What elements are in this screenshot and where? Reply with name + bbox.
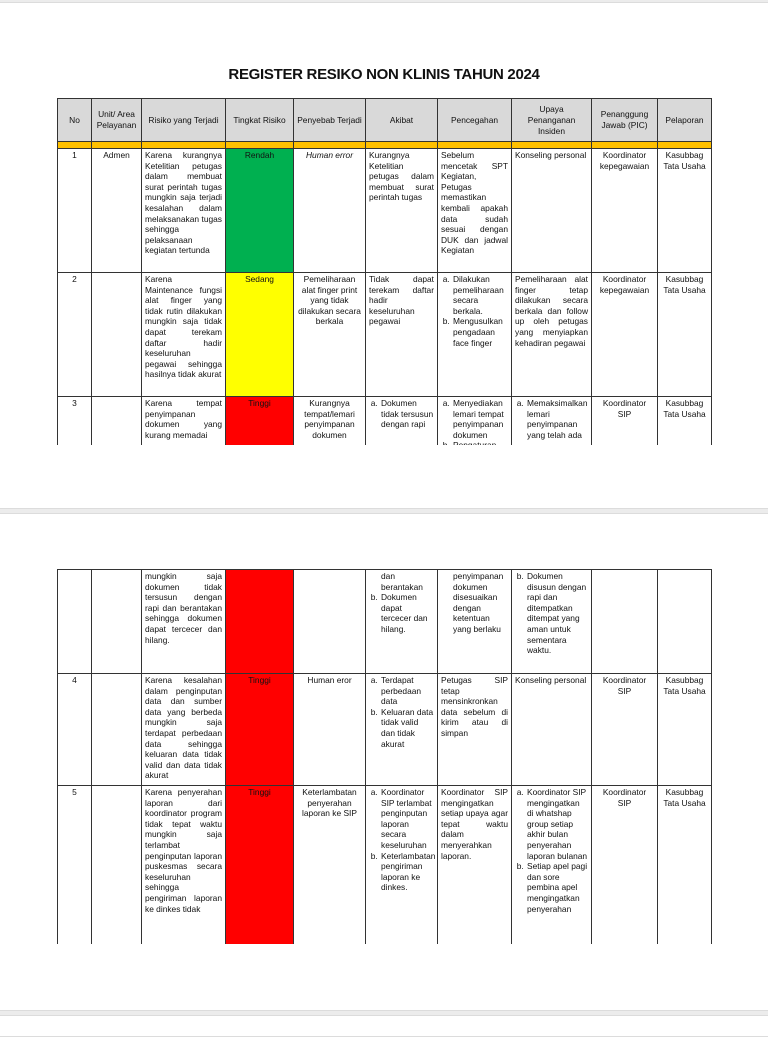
pencegahan-continued: penyimpanan dokumen disesuaikan dengan ketentuan yang berlaku	[453, 571, 504, 634]
akibat-list	[369, 675, 434, 749]
row-pelaporan: Kasubbag Tata Usaha	[658, 674, 712, 786]
row-unit: Admen	[92, 149, 142, 273]
upaya-list	[515, 787, 588, 914]
header-pic: Penanggung Jawab (PIC)	[592, 99, 658, 142]
row-upaya: Konseling personal	[512, 674, 592, 786]
row-no: 1	[58, 149, 92, 273]
row-unit	[92, 570, 142, 674]
header-pelaporan: Pelaporan	[658, 99, 712, 142]
row-penyebab: Human eror	[294, 674, 366, 786]
row-pencegahan	[438, 570, 512, 674]
row-akibat	[366, 786, 438, 946]
list-item: a. Memaksimalkan lemari penyimpanan yang telah ada	[526, 398, 588, 440]
table-header-row	[58, 99, 712, 142]
header-unit: Unit/ Area Pelayanan	[92, 99, 142, 142]
list-item: a. Menyediakan lemari tempat penyimpanan dokumen	[452, 398, 508, 440]
list-item: a. Terdapat perbedaan data	[380, 675, 434, 707]
row-risiko: Karena kurangnya Ketelitian petugas dalam membuat surat perintah tugas mungkin saja terjadi kesalahan dalam melaksanakan tugas sehingga pelaksanaan kegiatan tertunda	[142, 149, 226, 273]
risk-register-table	[57, 98, 712, 457]
table-row	[58, 273, 712, 397]
row-pencegahan: Koordinator SIP mengingatkan setiap upaya agar tepat waktu dalam menyerahkan laporan.	[438, 786, 512, 946]
list-item: b. Dokumen dapat tercecer dan hilang.	[380, 592, 434, 634]
page-bottom-margin	[0, 445, 768, 508]
row-pencegahan: Petugas SIP tetap mensinkronkan data sebelum di kirim atau di simpan	[438, 674, 512, 786]
akibat-list	[369, 787, 434, 893]
header-no: No	[58, 99, 92, 142]
row-no: 4	[58, 674, 92, 786]
risk-level-badge: Tinggi	[226, 674, 294, 786]
row-penyebab: Human error	[294, 149, 366, 273]
row-upaya: Pemeliharaan alat finger tetap dilakukan secara berkala dan follow up oleh petugas yang menyiapkan kehadiran pegawai	[512, 273, 592, 397]
pencegahan-list	[441, 398, 508, 451]
header-upaya: Upaya Penanganan Insiden	[512, 99, 592, 142]
upaya-list	[515, 571, 588, 656]
row-pelaporan: Kasubbag Tata Usaha	[658, 149, 712, 273]
header-penyebab: Penyebab Terjadi	[294, 99, 366, 142]
akibat-list	[369, 592, 434, 634]
pencegahan-list	[441, 274, 508, 348]
row-pic: Koordinator SIP	[592, 786, 658, 946]
list-item: a. Dilakukan pemeliharaan secara berkala.	[452, 274, 508, 316]
row-penyebab	[294, 570, 366, 674]
document-page-3	[0, 1015, 768, 1037]
header-risiko: Risiko yang Terjadi	[142, 99, 226, 142]
document-page-1	[0, 2, 768, 509]
row-pic: Koordinator kepegawaian	[592, 149, 658, 273]
row-risiko: mungkin saja dokumen tidak tersusun dengan rapi dan berantakan sehingga dokumen dapat tercecer dan hilang.	[142, 570, 226, 674]
row-unit	[92, 674, 142, 786]
risk-register-table-continued	[57, 569, 712, 946]
table-row	[58, 570, 712, 674]
row-risiko: Karena Maintenance fungsi alat finger yang tidak rutin dilakukan mungkin saja tidak dapat terekam daftar hadir keseluruhan pegawai sehingga hasilnya tidak akurat	[142, 273, 226, 397]
table-row	[58, 149, 712, 273]
row-pelaporan	[658, 570, 712, 674]
document-title: REGISTER RESIKO NON KLINIS TAHUN 2024	[228, 66, 540, 83]
list-item: b. Mengusulkan pengadaan face finger	[452, 316, 508, 348]
upaya-list	[515, 398, 588, 440]
row-no	[58, 570, 92, 674]
list-item: b. Dokumen disusun dengan rapi dan ditempatkan ditempat yang aman untuk sementara waktu.	[526, 571, 588, 656]
list-item: a. Dokumen tidak tersusun dengan rapi	[380, 398, 434, 430]
row-penyebab: Keterlambatan penyerahan laporan ke SIP	[294, 786, 366, 946]
page-bottom-margin	[0, 944, 768, 1010]
row-no: 2	[58, 273, 92, 397]
row-penyebab: Kurangnya tempat/lemari penyimpanan dokumen	[294, 397, 366, 457]
row-pelaporan: Kasubbag Tata Usaha	[658, 397, 712, 457]
row-pic: Koordinator SIP	[592, 674, 658, 786]
risk-level-fill	[226, 570, 294, 674]
list-item: a. Koordinator SIP mengingatkan di whatshap group setiap akhir bulan penyerahan laporan bulanan	[526, 787, 588, 861]
akibat-continued: dan berantakan	[381, 571, 423, 592]
header-separator-row	[58, 142, 712, 149]
risk-level-badge: Sedang	[226, 273, 294, 397]
table-row	[58, 786, 712, 946]
row-upaya	[512, 570, 592, 674]
row-pic	[592, 570, 658, 674]
row-risiko: Karena penyerahan laporan dari koordinator program tidak tepat waktu mungkin saja terlambat penginputan laporan puskesmas secara keseluruhan sehingga pengiriman laporan ke dinkes tidak	[142, 786, 226, 946]
row-no: 5	[58, 786, 92, 946]
row-unit	[92, 786, 142, 946]
row-upaya: Konseling personal	[512, 149, 592, 273]
risk-level-badge: Tinggi	[226, 786, 294, 946]
row-pic: Koordinator kepegawaian	[592, 273, 658, 397]
document-page-2	[0, 513, 768, 1011]
row-risiko: Karena kesalahan dalam penginputan data dan sumber data yang berbeda mungkin saja terdapat perbedaan data sehingga keluaran data tidak valid dan data tidak akurat	[142, 674, 226, 786]
row-pencegahan: Sebelum mencetak SPT Kegiatan, Petugas memastikan kembali apakah data sudah sesuai dengan DUK dan jadwal Kegiatan	[438, 149, 512, 273]
risk-level-badge: Tinggi	[226, 397, 294, 457]
row-pic: Koordinator SIP	[592, 397, 658, 457]
list-item: a. Koordinator SIP terlambat penginputan laporan secara keseluruhan	[380, 787, 434, 851]
table-row	[58, 674, 712, 786]
row-no: 3	[58, 397, 92, 457]
row-akibat	[366, 570, 438, 674]
row-risiko: Karena tempat penyimpanan dokumen yang kurang memadai	[142, 397, 226, 457]
header-pencegahan: Pencegahan	[438, 99, 512, 142]
list-item: b. Setiap apel pagi dan sore pembina apel mengingatkan penyerahan	[526, 861, 588, 914]
list-item: b. Keluaran data tidak valid dan tidak akurat	[380, 707, 434, 749]
header-tingkat: Tingkat Risiko	[226, 99, 294, 142]
header-akibat: Akibat	[366, 99, 438, 142]
row-unit	[92, 273, 142, 397]
row-akibat	[366, 674, 438, 786]
row-pencegahan	[438, 273, 512, 397]
list-item: b. Keterlambatan pengiriman laporan ke dinkes.	[380, 851, 434, 893]
risk-level-badge: Rendah	[226, 149, 294, 273]
row-akibat: Tidak dapat terekam daftar hadir keseluruhan pegawai	[366, 273, 438, 397]
row-pelaporan: Kasubbag Tata Usaha	[658, 273, 712, 397]
row-akibat: Kurangnya Ketelitian petugas dalam membuat surat perintah tugas	[366, 149, 438, 273]
row-upaya	[512, 786, 592, 946]
akibat-list	[369, 398, 434, 430]
row-pelaporan: Kasubbag Tata Usaha	[658, 786, 712, 946]
row-penyebab: Pemeliharaan alat finger print yang tidak dilakukan secara berkala	[294, 273, 366, 397]
